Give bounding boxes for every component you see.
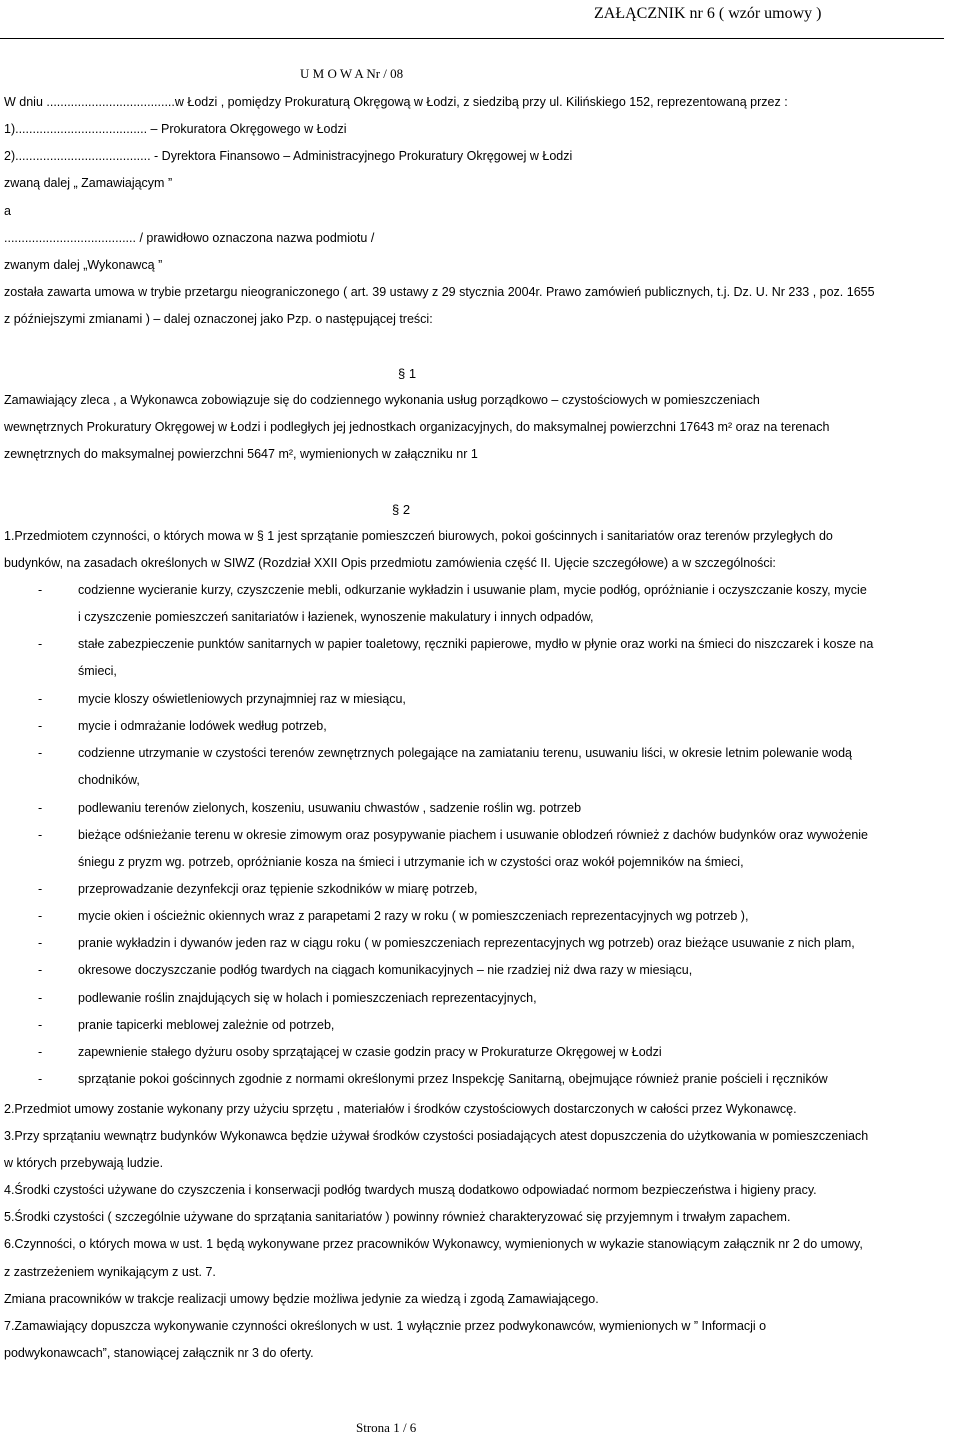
list-dash: - [38, 882, 43, 896]
list-item-text: podlewanie roślin znajdujących się w holach i pomieszczeniach reprezentacyjnych, [78, 991, 537, 1005]
list-item-text: przeprowadzanie dezynfekcji oraz tępienie szkodników w miarę potrzeb, [78, 882, 478, 896]
paragraph-line: podwykonawcach”, stanowiącej załącznik nr 3 do oferty. [4, 1346, 314, 1360]
list-item-text-cont: i czyszczenie pomieszczeń sanitariatów i łazienek, wynoszenie makulatury i innych odpadów, [78, 610, 594, 624]
list-item [4, 957, 948, 984]
list-item [4, 577, 948, 631]
paragraph-line: z zastrzeżeniem wynikającym z ust. 7. [4, 1265, 216, 1279]
list-item [4, 740, 948, 794]
list-dash: - [38, 801, 43, 815]
representative-2: 2)....................................... - Dyrektora Finansowo – Administracyjnego Prokuratury Okręgowej w Łodzi [4, 149, 573, 163]
list-dash: - [38, 692, 43, 706]
list-item [4, 985, 948, 1012]
list-dash: - [38, 1018, 43, 1032]
paragraph-line: 2.Przedmiot umowy zostanie wykonany przy użyciu sprzętu , materiałów i środków czystościowych dostarczonych w całości przez Wykonawcę. [4, 1102, 797, 1116]
list-item [4, 930, 948, 957]
section-2-paragraph-line: budynków, na zasadach określonych w SIWZ (Rozdział XXII Opis przedmiotu zamówienia część II. Ujęcie szczegółowe) a w szczególności: [4, 556, 776, 570]
list-dash: - [38, 719, 43, 733]
paragraph-line: Zmiana pracowników w trakcje realizacji umowy będzie możliwa jedynie za wiedzą i zgodą Zamawiającego. [4, 1292, 599, 1306]
list-dash: - [38, 746, 43, 760]
contractor-name: ...................................... / prawidłowo oznaczona nazwa podmiotu / [4, 231, 375, 245]
list-dash: - [38, 583, 43, 597]
header-rule [0, 38, 944, 39]
called-buyer: zwaną dalej „ Zamawiającym ” [4, 176, 173, 190]
list-item-text: mycie kloszy oświetleniowych przynajmniej raz w miesiącu, [78, 692, 406, 706]
section-1-line: zewnętrznych do maksymalnej powierzchni 5647 m², wymienionych w załączniku nr 1 [4, 447, 478, 461]
list-dash: - [38, 936, 43, 950]
list-item-text: pranie wykładzin i dywanów jeden raz w ciągu roku ( w pomieszczeniach reprezentacyjnych wg potrzeb) oraz bieżące usuwanie z nich plam, [78, 936, 855, 950]
list-item [4, 876, 948, 903]
paragraph-line: 3.Przy sprzątaniu wewnątrz budynków Wykonawca będzie używał środków czystości posiadających atest dopuszczenia do użytkowania w pomieszczeniach [4, 1129, 869, 1143]
list-dash: - [38, 909, 43, 923]
attachment-title: ZAŁĄCZNIK nr 6 ( wzór umowy ) [594, 5, 822, 22]
called-contractor: zwanym dalej „Wykonawcą ” [4, 258, 163, 272]
concluded-line-2: z późniejszymi zmianami ) – dalej oznaczonej jako Pzp. o następującej treści: [4, 312, 433, 326]
paragraph-line: 6.Czynności, o których mowa w ust. 1 będą wykonywane przez pracowników Wykonawcy, wymienionych w wykazie stanowiącym załącznik nr 2 do umowy, [4, 1237, 863, 1251]
list-item [4, 631, 948, 685]
list-item-text: zapewnienie stałego dyżuru osoby sprzątającej w czasie godzin pracy w Prokuraturze Okręgowej w Łodzi [78, 1045, 662, 1059]
list-item-text: okresowe doczyszczanie podłóg twardych na ciągach komunikacyjnych – nie rzadziej niż dwa razy w miesiącu, [78, 963, 693, 977]
list-item [4, 1039, 948, 1066]
list-dash: - [38, 828, 43, 842]
contract-heading: U M O W A Nr / 08 [300, 66, 404, 81]
page-number: Strona 1 / 6 [356, 1420, 417, 1435]
list-item-text: codzienne utrzymanie w czystości terenów zewnętrznych polegające na zamiataniu terenu, usuwaniu liści, w okresie letnim polewanie wodą [78, 746, 853, 760]
section-1-line: Zamawiający zleca , a Wykonawca zobowiązuje się do codziennego wykonania usług porządkowo – czystościowych w pomieszczeniach [4, 393, 760, 407]
section-1-symbol: § 1 [398, 366, 417, 381]
paragraph-line: 5.Środki czystości ( szczególnie używane do sprzątania sanitariatów ) powinny również charakteryzować się przyjemnym i trwałym zapachem. [4, 1210, 791, 1224]
list-item-text: mycie i odmrażanie lodówek według potrzeb, [78, 719, 327, 733]
list-item-text-cont: chodników, [78, 773, 140, 787]
intro-line: W dniu .....................................w Łodzi , pomiędzy Prokuraturą Okręgową w Łodzi, z siedzibą przy ul. Kilińskiego 152, reprezentowaną przez : [4, 95, 788, 109]
list-dash: - [38, 963, 43, 977]
section-2-paragraph-line: 1.Przedmiotem czynności, o których mowa w § 1 jest sprzątanie pomieszczeń biurowych, pokoi gościnnych i sanitariatów oraz terenów przyległych do [4, 529, 833, 543]
list-item-text: stałe zabezpieczenie punktów sanitarnych w papier toaletowy, ręczniki papierowe, mydło w płynie oraz worki na śmieci do niszczarek i kosze na [78, 637, 874, 651]
list-item-text: sprzątanie pokoi gościnnych zgodnie z normami określonymi przez Inspekcję Sanitarną, obejmujące również pranie pościeli i ręczników [78, 1072, 828, 1086]
paragraph-line: 7.Zamawiający dopuszcza wykonywanie czynności określonych w ust. 1 wyłącznie przez podwykonawców, wymienionych w ” Informacji o [4, 1319, 767, 1333]
representative-1: 1)...................................... – Prokuratora Okręgowego w Łodzi [4, 122, 347, 136]
list-item [4, 1066, 948, 1093]
section-1-line: wewnętrznych Prokuratury Okręgowej w Łodzi i podległych jej jednostkach organizacyjnych, do maksymalnej powierzchni 17643 m² oraz na terenach [4, 420, 830, 434]
list-item [4, 822, 948, 876]
list-item [4, 903, 948, 930]
concluded-line-1: została zawarta umowa w trybie przetargu nieograniczonego ( art. 39 ustawy z 29 stycznia 2004r. Prawo zamówień publicznych, t.j. Dz. U. Nr 233 , poz. 1655 [4, 285, 875, 299]
list-item [4, 686, 948, 713]
and-connector: a [4, 204, 11, 218]
list-dash: - [38, 637, 43, 651]
list-dash: - [38, 991, 43, 1005]
paragraph-line: w których przebywają ludzie. [4, 1156, 164, 1170]
section-2-symbol: § 2 [392, 502, 411, 517]
list-item-text: mycie okien i ościeżnic okiennych wraz z parapetami 2 razy w roku ( w pomieszczeniach reprezentacyjnych wg potrzeb ), [78, 909, 749, 923]
list-dash: - [38, 1045, 43, 1059]
list-item [4, 1012, 948, 1039]
list-item [4, 795, 948, 822]
list-item-text: bieżące odśnieżanie terenu w okresie zimowym oraz posypywanie piachem i usuwanie oblodzeń również z dachów budynków oraz wywożenie [78, 828, 868, 842]
list-item-text-cont: śmieci, [78, 664, 117, 678]
list-item [4, 713, 948, 740]
list-item-text: codzienne wycieranie kurzy, czyszczenie mebli, odkurzanie wykładzin i usuwanie plam, mycie podłóg, opróżnianie i oczyszczanie koszy, mycie [78, 583, 867, 597]
list-dash: - [38, 1072, 43, 1086]
list-item-text: podlewaniu terenów zielonych, koszeniu, usuwaniu chwastów , sadzenie roślin wg. potrzeb [78, 801, 582, 815]
list-item-text: pranie tapicerki meblowej zależnie od potrzeb, [78, 1018, 335, 1032]
list-item-text-cont: śniegu z pryzm wg. potrzeb, opróżnianie kosza na śmieci i utrzymanie ich w czystości oraz wokół pojemników na śmieci, [78, 855, 744, 869]
paragraph-line: 4.Środki czystości używane do czyszczenia i konserwacji podłóg twardych muszą dodatkowo odpowiadać normom bezpieczeństwa i higieny pracy. [4, 1183, 817, 1197]
